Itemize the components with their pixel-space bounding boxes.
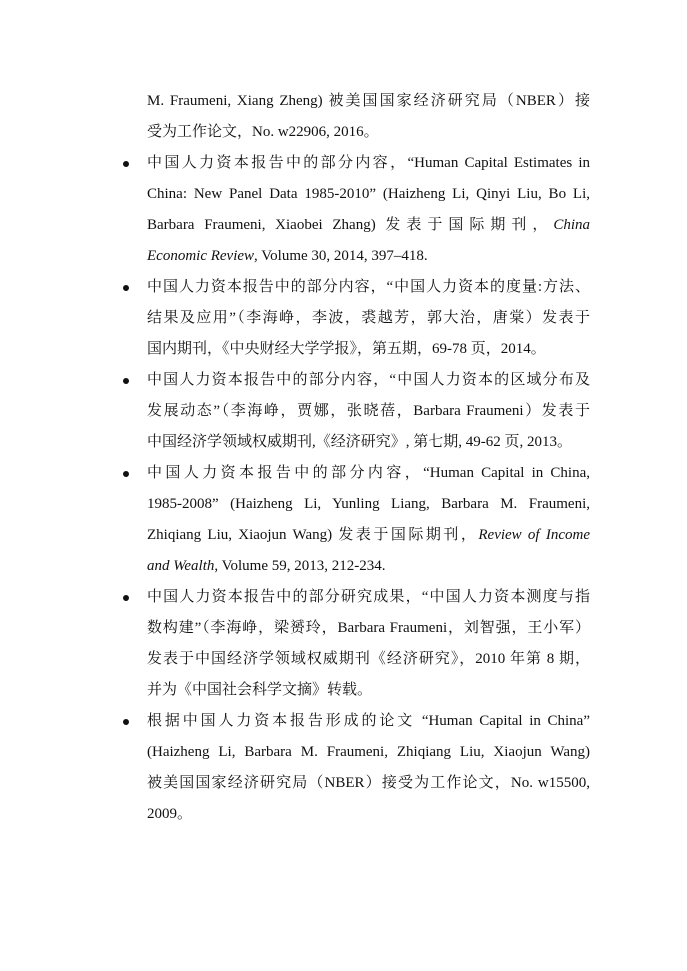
list-item-text <box>147 148 590 272</box>
list-item-text <box>147 582 590 706</box>
text-line: (Haizheng Li, Barbara M. Fraumeni, Zhiqiang Liu, Xiaojun Wang) <box>147 744 590 760</box>
continued-item-text <box>147 86 590 148</box>
list-item-text <box>147 458 590 582</box>
text-line: 发展动态”（李海峥，贾娜，张晓蓓，Barbara Fraumeni）发表于 <box>147 403 590 419</box>
text-line: 中国人力资本报告中的部分内容，“中国人力资本的度量:方法、 <box>147 279 590 295</box>
journal-name: China <box>553 217 590 233</box>
list-item <box>0 582 687 706</box>
list-item <box>0 365 687 458</box>
text-segment: , Volume 59, 2013, 212-234. <box>214 558 386 574</box>
bullet-icon <box>121 272 131 303</box>
text-line: 被美国国家经济研究局（NBER）接受为工作论文，No. w15500, <box>147 775 590 791</box>
text-line: 1985-2008” (Haizheng Li, Yunling Liang, Barbara M. Fraumeni, <box>147 496 590 512</box>
bullet-icon <box>121 365 131 396</box>
text-line: 发表于中国经济学领域权威期刊《经济研究》，2010 年第 8 期， <box>147 651 590 667</box>
text-line: 中国人力资本报告中的部分内容，“Human Capital in China, <box>147 465 590 481</box>
text-line: 并为《中国社会科学文摘》转载。 <box>147 682 373 698</box>
text-line: 中国人力资本报告中的部分研究成果，“中国人力资本测度与指 <box>147 589 590 605</box>
list-item <box>0 272 687 365</box>
text-line: 根据中国人力资本报告形成的论文 “Human Capital in China” <box>147 713 590 729</box>
journal-name: Economic Review <box>147 248 255 264</box>
text-line: 中国经济学领域权威期刊,《经济研究》, 第七期, 49-62 页, 2013。 <box>147 434 572 450</box>
text-line: 中国人力资本报告中的部分内容，“中国人力资本的区域分布及 <box>147 372 590 388</box>
text-segment: Barbara Fraumeni, Xiaobei Zhang) 发表于国际期刊， <box>147 217 554 233</box>
text-line: China: New Panel Data 1985-2010” (Haizheng Li, Qinyi Liu, Bo Li, <box>147 186 590 202</box>
text-line <box>147 210 590 241</box>
list-item <box>0 458 687 582</box>
bullet-icon <box>121 458 131 489</box>
text-line: 数构建”（李海峥，梁赟玲，Barbara Fraumeni，刘智强，王小军） <box>147 620 590 636</box>
text-segment: , Volume 30, 2014, 397–418. <box>254 248 428 264</box>
list-item-text <box>147 706 590 830</box>
bullet-icon <box>121 706 131 737</box>
text-line: 2009。 <box>147 806 193 822</box>
text-line: M. Fraumeni, Xiang Zheng) 被美国国家经济研究局（NBER）接 <box>147 93 590 109</box>
list-item <box>0 706 687 830</box>
journal-name: Review of Income <box>478 527 590 543</box>
text-line <box>147 241 590 272</box>
text-line: 中国人力资本报告中的部分内容，“Human Capital Estimates in <box>147 155 590 171</box>
list-item-text <box>147 365 590 458</box>
bullet-icon <box>121 148 131 179</box>
list-item-text <box>147 272 590 365</box>
text-line: 结果及应用”（李海峥，李波，裘越芳，郭大治，唐棠）发表于 <box>147 310 590 326</box>
text-segment: Zhiqiang Liu, Xiaojun Wang) 发表于国际期刊， <box>147 527 479 543</box>
bullet-icon <box>121 582 131 613</box>
journal-name: and Wealth <box>147 558 215 574</box>
text-line <box>147 520 590 551</box>
text-line: 受为工作论文，No. w22906, 2016。 <box>147 124 379 140</box>
publication-list <box>0 148 687 830</box>
list-item <box>0 148 687 272</box>
text-line: 国内期刊，《中央财经大学学报》，第五期，69-78 页，2014。 <box>147 341 546 357</box>
text-line <box>147 551 590 582</box>
